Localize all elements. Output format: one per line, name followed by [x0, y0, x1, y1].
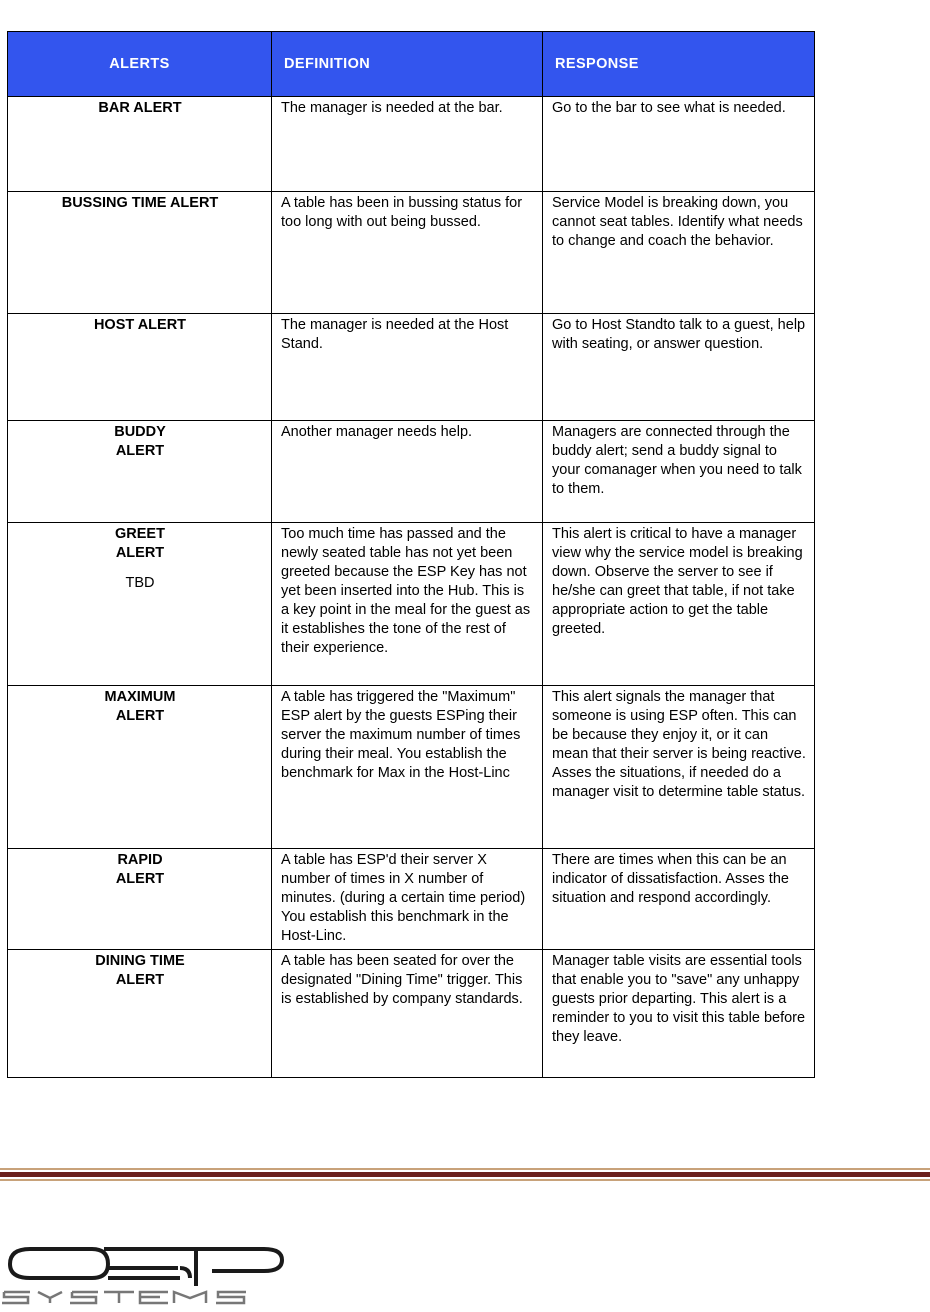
table-row	[8, 192, 815, 314]
table-row	[8, 849, 815, 950]
alert-name-cell	[8, 686, 272, 849]
response-cell: Go to the bar to see what is needed.	[543, 97, 815, 192]
osp-letters	[10, 1249, 282, 1286]
osp-systems-logo	[0, 1246, 292, 1312]
response-cell: This alert is critical to have a manager view why the service model is breaking down. Observe the server to see if he/she can greet that table, if not take appropriate action to get the table greeted.	[543, 523, 815, 686]
response-cell: There are times when this can be an indicator of dissatisfaction. Asses the situation and respond accordingly.	[543, 849, 815, 950]
header-alerts: ALERTS	[8, 32, 272, 97]
response-cell: Go to Host Standto talk to a guest, help with seating, or answer question.	[543, 314, 815, 421]
alert-name: MAXIMUM ALERT	[104, 689, 176, 724]
alert-name-cell	[8, 97, 272, 192]
definition-cell: The manager is needed at the Host Stand.	[272, 314, 543, 421]
alert-name: GREET ALERT	[115, 526, 165, 561]
definition-cell: Another manager needs help.	[272, 421, 543, 523]
table-row	[8, 523, 815, 686]
response-cell: Managers are connected through the buddy alert; send a buddy signal to your comanager when you need to talk to them.	[543, 421, 815, 523]
footer-divider	[0, 1168, 930, 1183]
alert-name-cell	[8, 421, 272, 523]
response-cell: This alert signals the manager that someone is using ESP often. This can be because they enjoy it, or it can mean that their server is being reactive. Asses the situations, if needed do a manager visit to determine table status.	[543, 686, 815, 849]
alert-name: DINING TIME ALERT	[95, 953, 185, 988]
response-cell: Service Model is breaking down, you cannot seat tables. Identify what needs to change and coach the behavior.	[543, 192, 815, 314]
alert-name: RAPID ALERT	[115, 852, 165, 887]
alerts-table	[7, 31, 815, 1078]
alert-name-cell	[8, 314, 272, 421]
table-row	[8, 97, 815, 192]
definition-cell: The manager is needed at the bar.	[272, 97, 543, 192]
definition-cell: A table has been in bussing status for too long with out being bussed.	[272, 192, 543, 314]
alert-name: BAR ALERT	[98, 100, 182, 116]
alert-name-cell	[8, 950, 272, 1078]
definition-cell: A table has triggered the "Maximum" ESP alert by the guests ESPing their server the maximum number of times during their meal. You establish the benchmark for Max in the Host-Linc	[272, 686, 543, 849]
alert-name: BUSSING TIME ALERT	[61, 195, 219, 211]
header-definition: DEFINITION	[272, 32, 543, 97]
alert-note: TBD	[125, 575, 155, 591]
alerts-body	[8, 97, 815, 1078]
header-response: RESPONSE	[543, 32, 815, 97]
definition-cell: A table has been seated for over the designated "Dining Time" trigger. This is established by company standards.	[272, 950, 543, 1078]
response-cell: Manager table visits are essential tools that enable you to "save" any unhappy guests prior departing. This alert is a reminder to you to visit this table before they leave.	[543, 950, 815, 1078]
alert-name: BUDDY ALERT	[114, 424, 166, 459]
table-row	[8, 314, 815, 421]
definition-cell: Too much time has passed and the newly seated table has not yet been greeted because the ESP Key has not yet been inserted into the Hub. This is a key point in the meal for the guest as it establishes the tone of the rest of their experience.	[272, 523, 543, 686]
table-row	[8, 421, 815, 523]
table-row	[8, 950, 815, 1078]
alert-name-cell	[8, 849, 272, 950]
alert-name: HOST ALERT	[93, 317, 187, 333]
definition-cell: A table has ESP'd their server X number of times in X number of minutes. (during a certain time period) You establish this benchmark in the Host-Linc.	[272, 849, 543, 950]
alert-name-cell	[8, 192, 272, 314]
alert-name-cell	[8, 523, 272, 686]
header-row	[8, 32, 815, 97]
table-row	[8, 686, 815, 849]
systems-letters	[2, 1292, 246, 1303]
